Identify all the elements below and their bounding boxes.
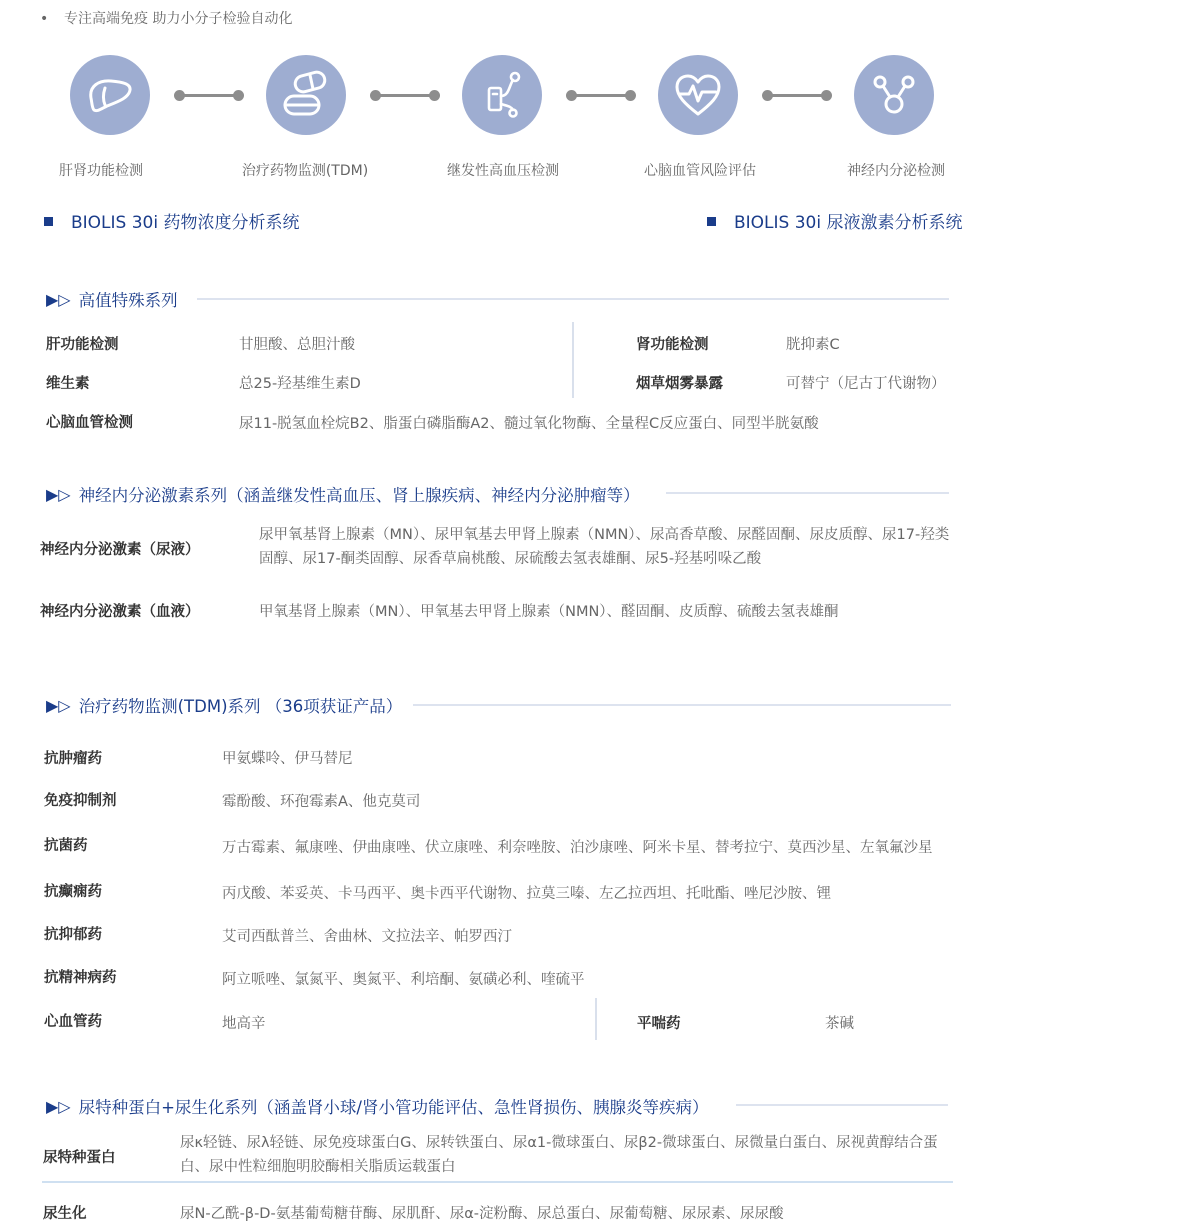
row-value: 胱抑素C	[786, 337, 840, 353]
row-label: 肝功能检测	[46, 336, 119, 353]
system-title-urine: BIOLIS 30i 尿液激素分析系统	[707, 208, 963, 233]
row-value: 尿甲氧基肾上腺素（MN）、尿甲氧基去甲肾上腺素（NMN）、尿高香草酸、尿醛固酮、尿皮质醇、尿17-羟类固醇、尿17-酮类固醇、尿香草扁桃酸、尿硫酸去氢表雄酮、尿5-羟基吲哚乙酸	[259, 527, 950, 567]
section-title-urine: ▶▷ 尿特种蛋白+尿生化系列（涵盖肾小球/肾小管功能评估、急性肾损伤、胰腺炎等疾病）	[46, 1096, 709, 1117]
row-value: 丙戊酸、苯妥英、卡马西平、奥卡西平代谢物、拉莫三嗪、左乙拉西坦、托吡酯、唑尼沙胺、锂	[222, 886, 831, 902]
row-value: 总25-羟基维生素D	[239, 376, 361, 392]
row-label: 心血管药	[44, 1013, 102, 1030]
row-value: 甘胆酸、总胆汁酸	[239, 337, 355, 353]
icon-label-hypertension: 继发性高血压检测	[447, 163, 559, 179]
square-bullet	[707, 217, 716, 226]
row-label: 免疫抑制剂	[44, 792, 117, 809]
row-label: 神经内分泌激素（尿液）	[40, 541, 200, 558]
intro-text: 专注高端免疫 助力小分子检验自动化	[64, 11, 293, 27]
section-title-neuro: ▶▷ 神经内分泌激素系列（涵盖继发性高血压、肾上腺疾病、神经内分泌肿瘤等）	[46, 484, 640, 505]
row-label: 尿生化	[43, 1205, 87, 1222]
icon-circle-molecule	[854, 55, 934, 135]
row-value: 甲氧基肾上腺素（MN）、甲氧基去甲肾上腺素（NMN）、醛固酮、皮质醇、硫酸去氢表雄酮	[259, 604, 839, 620]
section-arrow-icon: ▶▷	[46, 695, 71, 715]
row-value: 万古霉素、氟康唑、伊曲康唑、伏立康唑、利奈唑胺、泊沙康唑、阿米卡星、替考拉宁、莫西沙星、左氧氟沙星	[222, 840, 933, 856]
column-divider	[572, 322, 574, 398]
liver-icon	[83, 68, 137, 122]
row-value: 尿11-脱氢血栓烷B2、脂蛋白磷脂酶A2、髓过氧化物酶、全量程C反应蛋白、同型半胱氨酸	[239, 416, 819, 432]
row-label: 烟草烟雾暴露	[636, 375, 723, 392]
pills-icon	[279, 68, 333, 122]
row-label: 抗癫痫药	[44, 883, 102, 900]
molecule-icon	[867, 68, 921, 122]
row-label: 抗菌药	[44, 837, 88, 854]
row-label: 肾功能检测	[636, 336, 709, 353]
icon-circle-pills	[266, 55, 346, 135]
row-value: 艾司西酞普兰、舍曲林、文拉法辛、帕罗西汀	[222, 929, 512, 945]
row-value: 茶碱	[825, 1016, 854, 1032]
column-divider	[595, 998, 597, 1040]
system-title-drug: BIOLIS 30i 药物浓度分析系统	[44, 208, 300, 233]
section-divider	[736, 1104, 948, 1106]
row-value: 地高辛	[222, 1016, 266, 1032]
bullet: •	[40, 11, 49, 27]
icon-label-tdm: 治疗药物监测(TDM)	[241, 163, 369, 179]
section-arrow-icon: ▶▷	[46, 1096, 71, 1116]
icon-circle-liver	[70, 55, 150, 135]
connector-4	[762, 94, 832, 98]
row-label: 尿特种蛋白	[43, 1149, 116, 1166]
row-value: 霉酚酸、环孢霉素A、他克莫司	[222, 794, 421, 810]
blood-pressure-icon	[475, 68, 529, 122]
intro-line	[40, 8, 292, 28]
connector-2	[370, 94, 440, 98]
icon-label-liver: 肝肾功能检测	[59, 163, 143, 179]
row-value: 甲氨蝶呤、伊马替尼	[222, 751, 353, 767]
row-label: 抗精神病药	[44, 969, 117, 986]
connector-1	[174, 94, 244, 98]
row-label: 平喘药	[637, 1015, 681, 1032]
row-label: 心脑血管检测	[46, 414, 133, 431]
section-divider	[666, 492, 949, 494]
row-value: 可替宁（尼古丁代谢物）	[786, 376, 946, 392]
section-divider	[413, 704, 951, 706]
square-bullet	[44, 217, 53, 226]
section-arrow-icon: ▶▷	[46, 484, 71, 504]
row-value: 阿立哌唑、氯氮平、奥氮平、利培酮、氨磺必利、喹硫平	[222, 972, 585, 988]
section-title-high-value: ▶▷ 高值特殊系列	[46, 289, 178, 310]
connector-3	[566, 94, 636, 98]
row-label: 维生素	[46, 375, 90, 392]
row-value: 尿N-乙酰-β-D-氨基葡萄糖苷酶、尿肌酐、尿α-淀粉酶、尿总蛋白、尿葡萄糖、尿尿素、尿尿酸	[180, 1206, 784, 1222]
icon-label-neuro: 神经内分泌检测	[847, 163, 945, 179]
section-title-tdm: ▶▷ 治疗药物监测(TDM)系列 （36项获证产品）	[46, 695, 403, 716]
row-label: 抗抑郁药	[44, 926, 102, 943]
icon-circle-blood-pressure	[462, 55, 542, 135]
row-label: 神经内分泌激素（血液）	[40, 603, 200, 620]
icon-circle-heart-rate	[658, 55, 738, 135]
section-divider	[197, 298, 949, 300]
section-arrow-icon: ▶▷	[46, 289, 71, 309]
row-label: 抗肿瘤药	[44, 750, 102, 767]
icon-label-cardio: 心脑血管风险评估	[644, 163, 756, 179]
heart-rate-icon	[671, 68, 725, 122]
row-value: 尿κ轻链、尿λ轻链、尿免疫球蛋白G、尿转铁蛋白、尿α1-微球蛋白、尿β2-微球蛋白、尿微量白蛋白、尿视黄醇结合蛋白、尿中性粒细胞明胶酶相关脂质运载蛋白	[180, 1135, 938, 1175]
row-divider	[42, 1181, 953, 1183]
